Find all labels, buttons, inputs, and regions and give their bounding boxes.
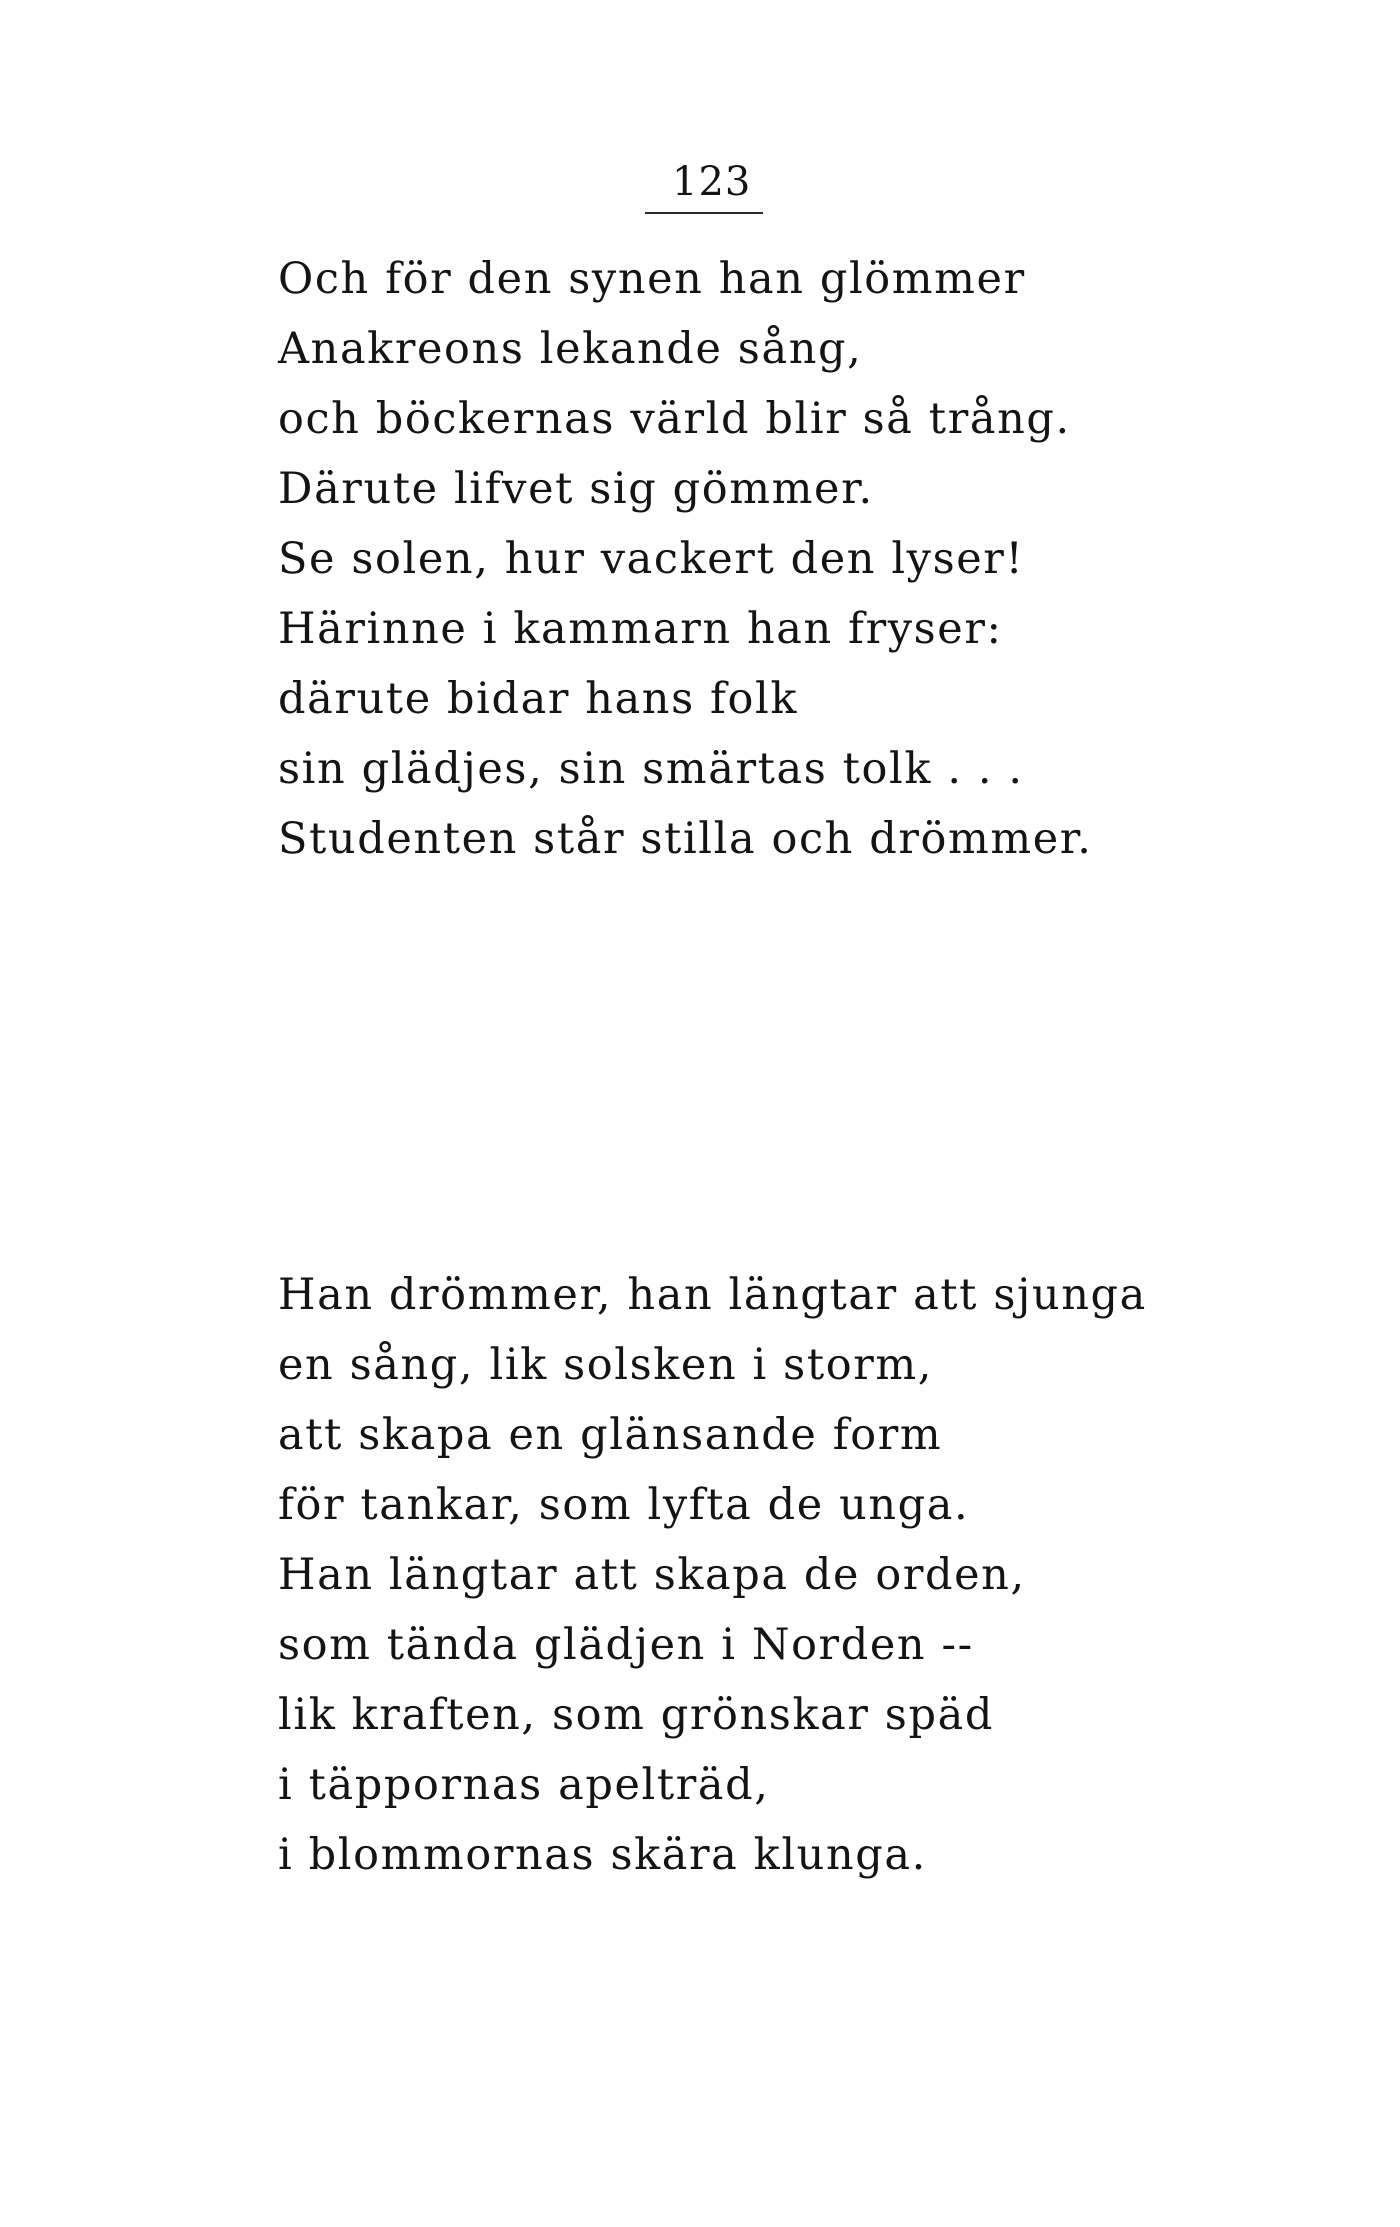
page-number-rule (645, 212, 763, 214)
verse-line: och böckernas värld blir så trång. (278, 394, 1071, 444)
verse-line: sin glädjes, sin smärtas tolk . . . (278, 744, 1024, 794)
verse-line: Studenten står stilla och drömmer. (278, 814, 1093, 864)
verse-line: lik kraften, som grönskar späd (278, 1690, 994, 1740)
verse-line: i blommornas skära klunga. (278, 1830, 927, 1880)
verse-line: för tankar, som lyfta de unga. (278, 1480, 970, 1530)
verse-line: Anakreons lekande sång, (278, 324, 863, 374)
verse-line: i täppornas apelträd, (278, 1760, 770, 1810)
verse-line: en sång, lik solsken i storm, (278, 1340, 933, 1390)
stanza-2 (278, 1260, 1147, 1890)
verse-line: Och för den synen han glömmer (278, 254, 1026, 304)
verse-line: därute bidar hans folk (278, 674, 799, 724)
verse-line: Han drömmer, han längtar att sjunga (278, 1270, 1147, 1320)
verse-line: Härinne i kammarn han fryser: (278, 604, 1003, 654)
verse-line: Se solen, hur vackert den lyser! (278, 534, 1025, 584)
verse-line: som tända glädjen i Norden -- (278, 1620, 974, 1670)
verse-line: Därute lifvet sig gömmer. (278, 464, 874, 514)
verse-line: att skapa en glänsande form (278, 1410, 943, 1460)
verse-line: Han längtar att skapa de orden, (278, 1550, 1026, 1600)
stanza-1 (278, 244, 1093, 874)
page-number: 123 (672, 159, 752, 205)
